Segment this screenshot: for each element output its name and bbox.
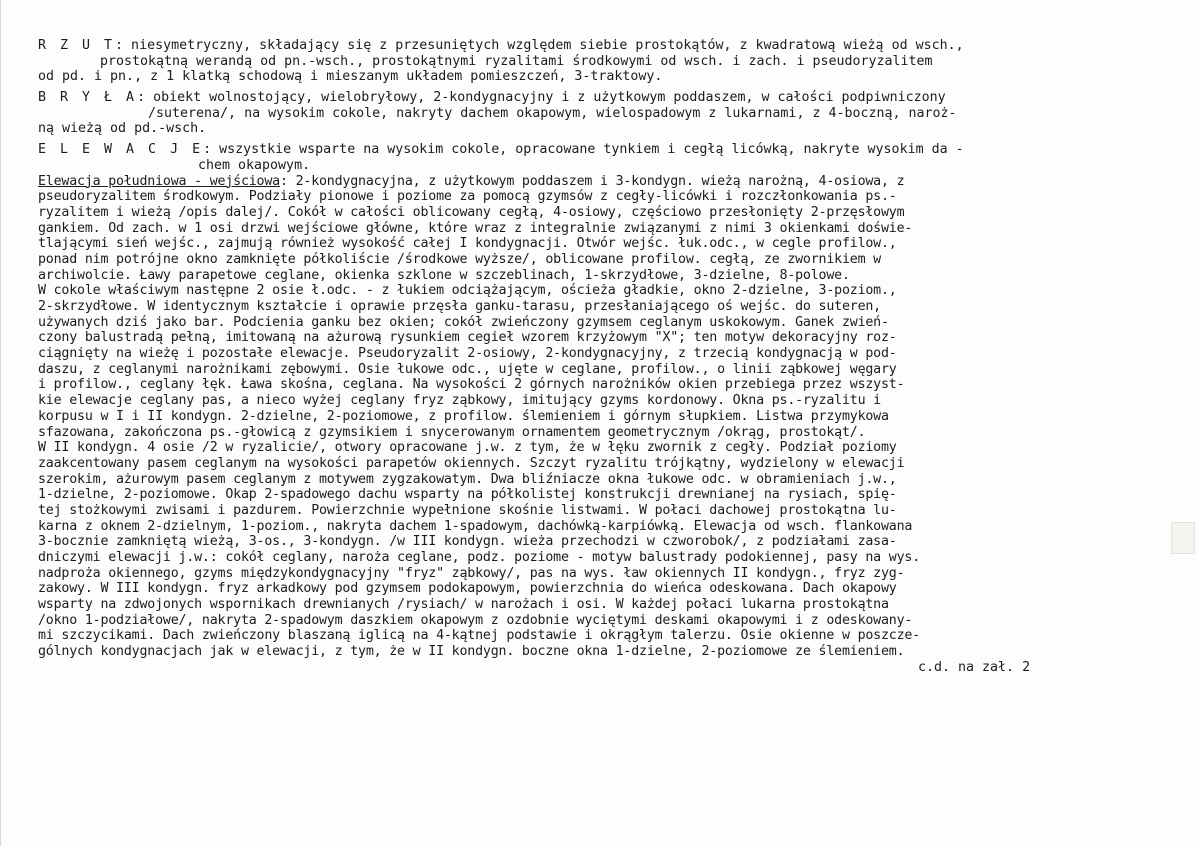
continuation-note: c.d. na zał. 2 — [918, 659, 1031, 675]
elewacja-pd-line: pseudoryzalitem środkowym. Podziały pionowe i poziome za pomocą gzymsów z cegły-licówki i rozczłonkowania ps.- — [38, 189, 897, 205]
elewacja-pd-line: szerokim, ażurowym pasem ceglanym z motywem zygzakowatym. Dwa bliźniacze okna łukowe odc. w obramieniach j.w., — [38, 471, 897, 487]
elewacja-pd-line: dniczymi elewacji j.w.: cokół ceglany, naroża ceglane, podz. poziome - motyw balustrady podokiennej, pasy na wys. — [38, 550, 921, 565]
rzut-line-2: prostokątną werandą od pn.-wsch., prostokątnymi ryzalitami środkowymi od wsch. i zach. i pseudoryzalitem — [100, 53, 933, 69]
rzut-heading: R Z U T — [38, 38, 116, 53]
elewacja-pd-line: daszu, z ceglanymi narożnikami zębowymi. Osie łukowe odc., ujęte w ceglane, profilow., o linii ząbkowej węgary — [38, 361, 897, 377]
elewacja-pd-line: mi szczycikami. Dach zwieńczony blaszaną iglicą na 4-kątnej podstawie i okrągłym talerzu. Osie okienne w poszcze- — [38, 628, 921, 644]
elewacja-pd-line: tlającymi sień wejśc., zajmują również wysokość całej I kondygnacji. Otwór wejśc. łuk.odc., w cegle profilow., — [38, 236, 897, 252]
elewacja-pd-text-first: : 2-kondygnacyjna, z użytkowym poddaszem i 3-kondygn. wieżą narożną, 4-osiowa, z — [279, 173, 905, 189]
elewacja-pd-line: i profilow., ceglany łęk. Ława skośna, ceglana. Na wysokości 2 górnych narożników okien przebiega przez wszyst- — [38, 377, 905, 393]
elewacja-pd-line: korpusu w I i II kondygn. 2-dzielne, 2-poziomowe, z profilow. ślemieniem i górnym słupkiem. Listwa przymykowa — [38, 408, 889, 424]
rzut-text-1: : niesymetryczny, składający się z przesuniętych względem siebie prostokątów, z kwadratową wieżą od wsch., — [115, 38, 964, 53]
bryla-line-2: /suterena/, na wysokim cokole, nakryty dachem okapowym, wielospadowym z lukarnami, z 4-boczną, naroż- — [148, 105, 957, 121]
elewacje-line-1 — [38, 142, 1178, 158]
elewacje-line-2: chem okapowym. — [198, 157, 311, 173]
elewacje-text-1: : wszystkie wsparte na wysokim cokole, opracowane tynkiem i cegłą licówką, nakryte wysokim da - — [203, 142, 964, 158]
document-text — [38, 38, 1178, 676]
elewacja-pd-line: ciągnięty na wieżę i pozostałe elewacje. Pseudoryzalit 2-osiowy, 2-kondygnacyjny, z trzecią kondygnacją w pod- — [38, 346, 897, 362]
elewacja-pd-line: archiwolcie. Ławy parapetowe ceglane, okienka szklone w szczeblinach, 1-skrzydłowe, 3-dzielne, 8-polowe. — [38, 267, 850, 283]
rzut-line-1 — [38, 38, 1178, 54]
elewacja-pd-line: gólnych kondygnacjach jak w elewacji, z tym, że w II kondygn. boczne okna 1-dzielne, 2-poziomowe ze ślemieniem. — [38, 644, 905, 660]
bryla-heading: B R Y Ł A — [38, 90, 138, 106]
elewacja-pd-line: tej stożkowymi zwisami i pazdurem. Powierzchnie wypełnione skośnie listwami. W połaci dachowej prostokątna lu- — [38, 502, 897, 518]
bryla-line-3: ną wieżą od pd.-wsch. — [38, 121, 207, 137]
elewacja-pd-line: zaakcentowany pasem ceglanym na wysokości parapetów okiennych. Szczyt ryzalitu trójkątny, wydzielony w elewacji — [38, 455, 905, 471]
elewacja-pd-line: 1-dzielne, 2-poziomowe. Okap 2-spadowego dachu wsparty na półkolistej konstrukcji drewnianej na rysiach, spię- — [38, 487, 897, 503]
elewacja-pd-line: 2-skrzydłowe. W identycznym kształcie i oprawie przęsła ganku-tarasu, przesłaniającego oś wejśc. do suteren, — [38, 299, 881, 314]
rzut-line-3: od pd. i pn., z 1 klatką schodową i mieszanym układem pomieszczeń, 3-traktowy. — [38, 69, 663, 85]
elewacja-pd-line: 3-bocznie zamkniętą wieżą, 3-os., 3-kondygn. /w III kondygn. wieża przechodzi w czworobok/, z podziałami zasa- — [38, 534, 897, 550]
elewacja-pd-line: gankiem. Od zach. w 1 osi drzwi wejściowe główne, które wraz z integralnie związanymi z nimi 3 okienkami doświe- — [38, 220, 913, 236]
elewacja-pd-line: ryzalitem i wieżą /opis dalej/. Cokół w całości oblicowany cegłą, 4-osiowy, częściowo przesłonięty 2-przęsłowym — [38, 204, 905, 220]
elewacja-pd-heading: Elewacja południowa - wejściowa — [38, 173, 280, 189]
elewacja-pd-line: ponad nim potrójne okno zamknięte półkoliście /środkowe wyższe/, oblicowane profilow. cegłą, ze zwornikiem w — [38, 251, 881, 267]
bryla-line-1 — [38, 90, 1178, 106]
scan-edge-mark — [1171, 522, 1195, 554]
elewacja-pd-line-1 — [38, 174, 1178, 190]
elewacja-pd-line: W II kondygn. 4 osie /2 w ryzalicie/, otwory opracowane j.w. z tym, że w łęku zwornik z cegły. Podział poziomy — [38, 440, 897, 456]
elewacja-pd-line: nadproża okiennego, gzyms międzykondygnacyjny "fryz" ząbkowy/, pas na wys. ław okiennych II kondygn., fryz zyg- — [38, 565, 905, 581]
elewacja-pd-line: karna z oknem 2-dzielnym, 1-poziom., nakryta dachem 1-spadowym, dachówką-karpiówką. Elewacja od wsch. flankowana — [38, 518, 913, 534]
elewacja-pd-line: używanych dziś jako bar. Podcienia ganku bez okien; cokół zwieńczony gzymsem ceglanym uskokowym. Ganek zwień- — [38, 314, 889, 330]
elewacja-pd-line: zakowy. W III kondygn. fryz arkadkowy pod gzymsem podokapowym, powierzchnia do wieńca odeskowana. Dach okapowy — [38, 581, 897, 597]
elewacja-pd-line: czony balustradą pełną, imitowaną na ażurową rysunkiem cegieł wzorem krzyżowym "X"; ten motyw dekoracyjny roz- — [38, 330, 897, 346]
elewacja-pd-line: sfazowana, zakończona ps.-głowicą z gzymsikiem i snycerowanym ornamentem geometrycznym /okrąg, prostokąt/. — [38, 424, 866, 440]
elewacja-pd-line: W cokole właściwym następne 2 osie ł.odc. - z łukiem odciążającym, ościeża gładkie, okno 2-dzielne, 3-poziom., — [38, 283, 897, 299]
elewacja-pd-line: kie elewacje ceglany pas, a nieco wyżej ceglany fryz ząbkowy, imitujący gzyms kordonowy. Okna ps.-ryzalitu i — [38, 393, 881, 409]
elewacje-heading: E L E W A C J E — [38, 142, 204, 158]
elewacja-pd-line: wsparty na zdwojonych wspornikach drewnianych /rysiach/ w narożach i osi. W każdej połaci lukarna prostokątna — [38, 597, 889, 613]
elewacja-pd-line: /okno 1-podziałowe/, nakryta 2-spadowym daszkiem okapowym z ozdobnie wyciętymi deskami okapowymi i z odeskowany- — [38, 612, 913, 628]
bryla-text-1: : obiekt wolnostojący, wielobryłowy, 2-kondygnacyjny i z użytkowym poddaszem, w całości podpiwniczony — [137, 90, 946, 106]
